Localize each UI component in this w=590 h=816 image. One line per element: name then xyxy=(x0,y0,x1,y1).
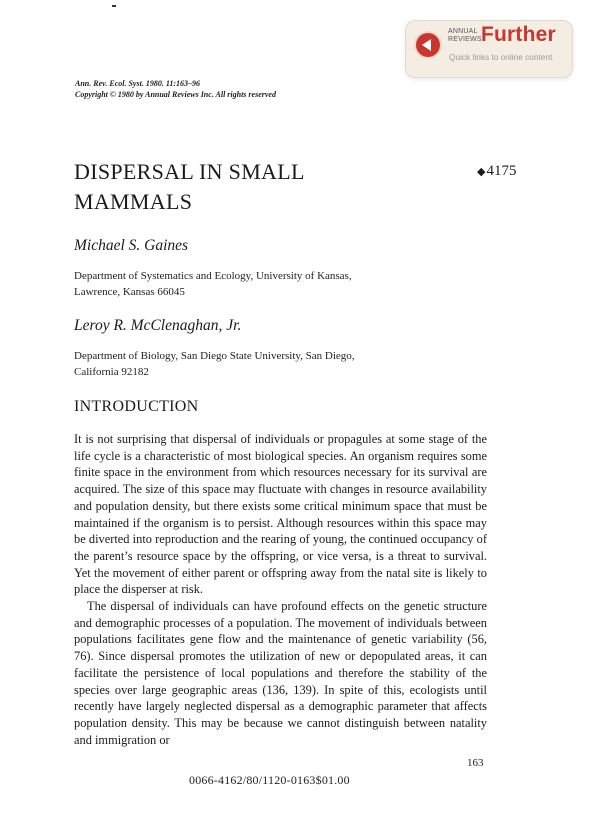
author-name: Michael S. Gaines xyxy=(74,237,189,254)
paragraph: It is not surprising that dispersal of individuals or propagules at some stage of the life cycle is a characteristic of most biological species. An organism requires some finite space in the environment from which resources necessary for its survival are acquired. The size of this space may fluctuate with changes in resource availability and population density, but there exists some critical minimum space that must be maintained if the organism is to persist. Although resources within this space may be diverted into reproduction and the rearing of young, the continued occupancy of the parent’s resource space by the offspring, or vice versa, is a threat to survival. Yet the movement of either parent or offspring away from the natal site is likely to place the disperser at risk. xyxy=(74,432,487,597)
further-logo-text[interactable]: Further xyxy=(481,23,556,46)
author-affiliation: Department of Systematics and Ecology, University of Kansas, Lawrence, Kansas 66045 xyxy=(74,270,352,298)
play-icon[interactable] xyxy=(416,33,440,57)
paragraph: The dispersal of individuals can have profound effects on the genetic structure and demographic processes of a population. The movement of individuals between populations facilitates gene flow and the maintenance of genetic variability (56, 76). Since dispersal promotes the utilization of new or depopulated areas, it can facilitate the persistence of local populations and therefore the stability of the species over large geographic areas (136, 139). In spite of this, ecologists until recently have largely neglected dispersal as a demographic parameter that affects population density. This may be because we cannot distinguish between natality and immigration or xyxy=(74,599,487,747)
further-subtitle[interactable]: Quick links to online content xyxy=(449,52,553,62)
page-number: 163 xyxy=(467,757,484,769)
article-title: DISPERSAL IN SMALL MAMMALS xyxy=(74,159,304,214)
article-code-number: 4175 xyxy=(486,163,517,179)
diamond-icon: ◆ xyxy=(477,166,486,178)
author-affiliation: Department of Biology, San Diego State University, San Diego, California 92182 xyxy=(74,350,355,378)
copyright-line: Copyright © 1980 by Annual Reviews Inc. All rights reserved xyxy=(75,90,276,99)
article-code xyxy=(477,163,516,180)
scan-mark xyxy=(112,5,116,7)
footer-code: 0066-4162/80/1120-0163$01.00 xyxy=(189,773,350,787)
author-name: Leroy R. McClenaghan, Jr. xyxy=(74,317,242,334)
body-text xyxy=(74,431,487,748)
section-heading: INTRODUCTION xyxy=(74,398,199,415)
annual-reviews-label: ANNUAL REVIEWS xyxy=(448,28,482,43)
journal-citation: Ann. Rev. Ecol. Syst. 1980. 11:163–96 xyxy=(75,79,201,88)
